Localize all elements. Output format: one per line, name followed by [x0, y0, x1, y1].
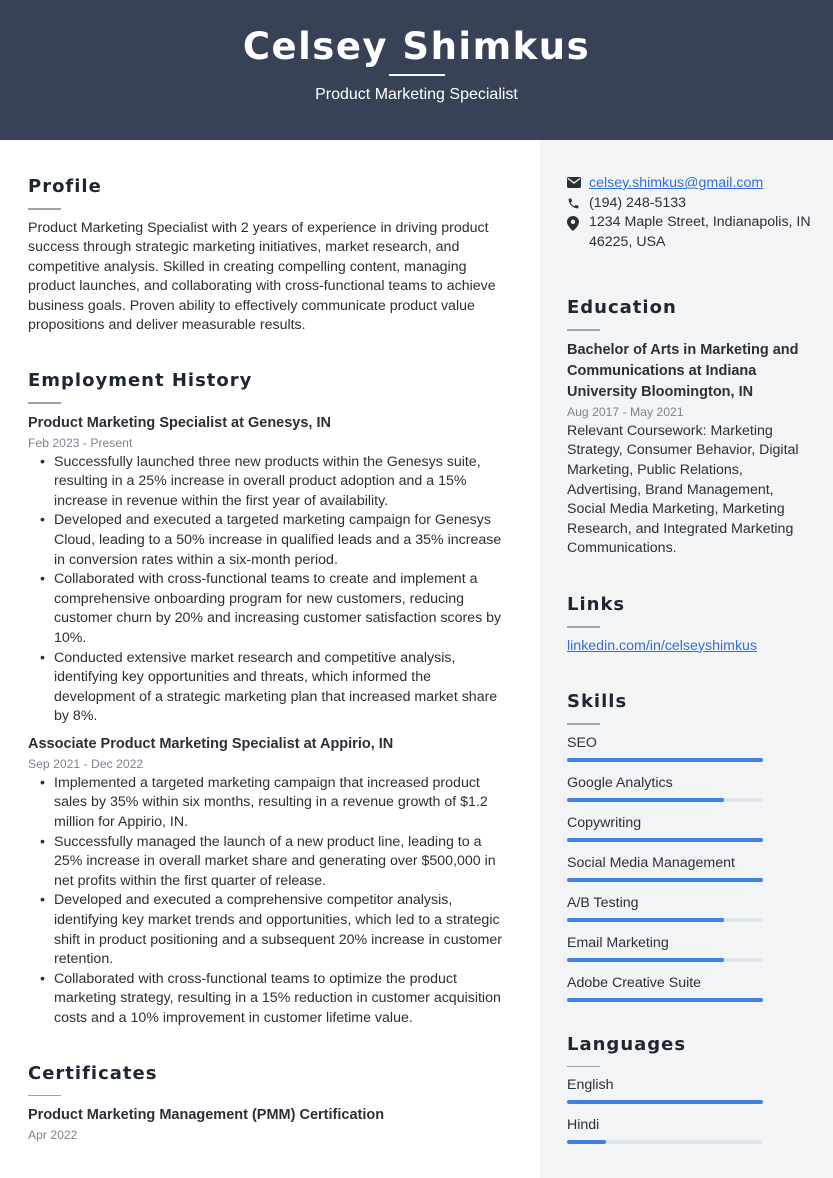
skills-list [567, 734, 813, 1002]
job-bullet: • Developed and executed a targeted marketing campaign for Genesys Cloud, leading to a 50% increase in qualified leads and a 35% increase in conversion rates within a six-month period. [54, 511, 512, 570]
skill-level-bar [567, 758, 763, 762]
skill-item [567, 894, 813, 922]
job-bullet: • Collaborated with cross-functional teams to create and implement a comprehensive onboarding program for new customers, reducing customer churn by 20% and increasing customer satisfaction scores by 10%. [54, 570, 512, 648]
certificates-heading: Certificates [28, 1062, 158, 1084]
skill-item [567, 734, 813, 762]
links-heading: Links [567, 594, 626, 616]
section-divider [567, 329, 600, 331]
section-divider [567, 1066, 600, 1068]
skill-level-bar [567, 998, 763, 1002]
skill-name: A/B Testing [567, 894, 639, 911]
section-divider [28, 402, 61, 404]
certificate-title: Product Marketing Management (PMM) Certification [28, 1107, 385, 1124]
skill-level-fill [567, 838, 763, 842]
email-link[interactable]: celsey.shimkus@gmail.com [589, 175, 764, 191]
profile-heading: Profile [28, 176, 102, 197]
education-heading: Education [567, 297, 677, 319]
job-title: Associate Product Marketing Specialist at Appirio, IN [28, 735, 394, 752]
employment-heading: Employment History [28, 370, 253, 392]
contact-block [567, 174, 813, 252]
job-title: Product Marketing Specialist at Genesys, IN [28, 414, 331, 431]
job-entry [28, 734, 512, 1029]
phone-icon [567, 194, 589, 214]
candidate-name: Celsey Shimkus [242, 25, 591, 68]
language-name: English [567, 1077, 614, 1094]
job-bullet: • Collaborated with cross-functional teams to optimize the product marketing strategy, resulting in a 15% reduction in customer acquisition costs and a 10% improvement in customer lifetime value. [54, 970, 512, 1029]
degree-title: Bachelor of Arts in Marketing and Communications at Indiana University Bloomington, IN [567, 341, 799, 400]
location-pin-icon [567, 213, 589, 252]
languages-section [567, 1034, 813, 1145]
job-bullet: • Successfully managed the launch of a new product line, leading to a 25% increase in overall market share and generating over $500,000 in net profits within the first quarter of release. [54, 833, 512, 892]
skill-name: SEO [567, 734, 597, 751]
skills-section [567, 691, 813, 1002]
address: 1234 Maple Street, Indianapolis, IN 46225, USA [589, 214, 811, 250]
skill-name: Social Media Management [567, 854, 735, 871]
language-level-bar [567, 1100, 763, 1104]
contact-phone [567, 194, 813, 214]
linkedin-link[interactable]: linkedin.com/in/celseyshimkus [567, 637, 758, 654]
job-bullet: • Developed and executed a comprehensive competitor analysis, identifying key market trends and opportunities, which led to a strategic shift in product positioning and a subsequent 20% increase in customer retention. [54, 891, 512, 969]
skill-name: Email Marketing [567, 934, 669, 951]
employment-section [28, 370, 512, 1029]
links-section [567, 594, 813, 656]
skill-level-fill [567, 878, 763, 882]
education-details: Relevant Coursework: Marketing Strategy, Consumer Behavior, Digital Marketing, Public Relations, Advertising, Brand Management, Social Media Marketing, Marketing Research, and Integrated Marketing Communications. [567, 422, 799, 557]
job-bullets [28, 774, 512, 1029]
skill-item [567, 774, 813, 802]
phone-number: (194) 248-5133 [589, 194, 687, 211]
job-entry [28, 413, 512, 727]
skills-heading: Skills [567, 691, 628, 713]
job-dates: Feb 2023 - Present [28, 435, 133, 450]
section-divider [28, 208, 61, 210]
languages-heading: Languages [567, 1033, 687, 1055]
certificates-section [28, 1063, 512, 1145]
skill-name: Adobe Creative Suite [567, 974, 702, 991]
skill-level-bar [567, 918, 763, 922]
languages-list [567, 1076, 813, 1144]
section-divider [567, 626, 600, 628]
contact-address [567, 213, 813, 252]
skill-item [567, 974, 813, 1002]
skill-level-fill [567, 918, 724, 922]
skill-item [567, 854, 813, 882]
contact-email [567, 174, 813, 194]
language-level-fill [567, 1100, 763, 1104]
language-name: Hindi [567, 1117, 600, 1134]
main-column [0, 140, 540, 1178]
resume-header [0, 0, 833, 140]
language-level-bar [567, 1140, 763, 1144]
education-dates: Aug 2017 - May 2021 [567, 404, 684, 419]
language-item [567, 1076, 813, 1104]
profile-summary: Product Marketing Specialist with 2 years of experience in driving product success through strategic marketing initiatives, market research, and competitive analysis. Skilled in creating compelling content, managing product launches, and collaborating with cross-functional teams to achieve business goals. Proven ability to effectively communicate product value propositions and deliver measurable results. [28, 219, 496, 334]
job-dates: Sep 2021 - Dec 2022 [28, 756, 144, 771]
skill-level-bar [567, 838, 763, 842]
skill-level-fill [567, 998, 763, 1002]
candidate-title: Product Marketing Specialist [315, 86, 518, 103]
skill-item [567, 934, 813, 962]
certificate-date: Apr 2022 [28, 1128, 78, 1143]
language-level-fill [567, 1140, 606, 1144]
skill-name: Copywriting [567, 814, 642, 831]
language-item [567, 1116, 813, 1144]
section-divider [567, 723, 600, 725]
skill-level-fill [567, 758, 763, 762]
job-bullet: • Implemented a targeted marketing campaign that increased product sales by 35% within six months, resulting in a revenue growth of $1.2 million for Appirio, IN. [54, 774, 512, 833]
skill-level-fill [567, 798, 724, 802]
job-bullets [28, 453, 512, 727]
skill-level-fill [567, 958, 724, 962]
job-bullet: • Conducted extensive market research and competitive analysis, identifying key opportunities and threats, which informed the development of a strategic marketing plan that increased market share by 8%. [54, 649, 512, 727]
skill-level-bar [567, 878, 763, 882]
section-divider [28, 1095, 61, 1097]
sidebar [540, 140, 833, 1178]
job-bullet: • Successfully launched three new products within the Genesys suite, resulting in a 25% increase in overall product adoption and a 15% increase in revenue within the first year of availability. [54, 453, 512, 512]
skill-level-bar [567, 798, 763, 802]
skill-level-bar [567, 958, 763, 962]
skill-item [567, 814, 813, 842]
envelope-icon [567, 174, 589, 194]
education-section [567, 297, 813, 559]
skill-name: Google Analytics [567, 774, 673, 791]
profile-section [28, 176, 512, 336]
header-divider [389, 74, 445, 76]
